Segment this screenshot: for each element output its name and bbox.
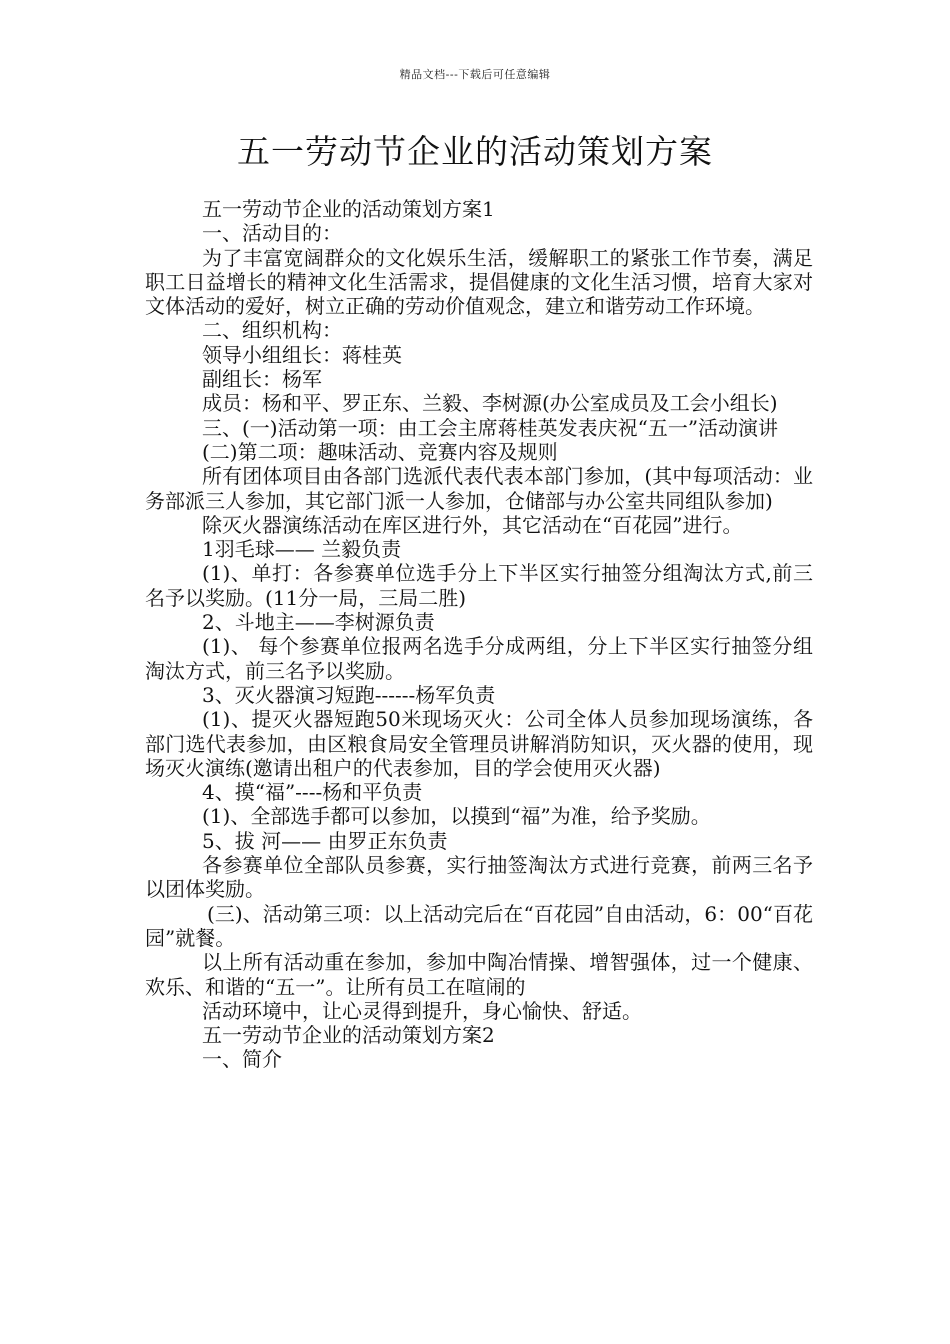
section-heading: 五一劳动节企业的活动策划方案2 [202, 1023, 495, 1048]
section-heading: 五一劳动节企业的活动策划方案1 [202, 197, 495, 221]
paragraph: 除灭火器演练活动在库区进行外，其它活动在“百花园”进行。 [202, 512, 743, 537]
paragraph: (1)、全部选手都可以参加，以摸到“福”为准，给予奖励。 [202, 804, 711, 829]
paragraph: 1羽毛球—— 兰毅负责 [202, 537, 402, 562]
paragraph: 副组长：杨军 [202, 367, 322, 392]
paragraph: (三)、活动第三项：以上活动完后在“百花园”自由活动，6：00“百花园”就餐。 [145, 901, 813, 950]
paragraph: 2、斗地主——李树源负责 [202, 610, 435, 635]
section-heading: 一、活动目的： [202, 221, 342, 246]
paragraph: 各参赛单位全部队员参赛，实行抽签淘汰方式进行竞赛，前两三名予以团体奖励。 [145, 853, 813, 902]
paragraph: 为了丰富宽阔群众的文化娱乐生活，缓解职工的紧张工作节奏，满足职工日益增长的精神文化生活需求，提倡健康的文化生活习惯，培育大家对文体活动的爱好，树立正确的劳动价值观念，建立和谐劳动工作环境。 [145, 245, 813, 319]
paragraph: 4、摸“福”----杨和平负责 [202, 780, 423, 805]
section-heading: 二、组织机构： [202, 318, 342, 343]
paragraph: 5、拔 河—— 由罗正东负责 [202, 828, 448, 853]
document-title: 五一劳动节企业的活动策划方案 [237, 132, 713, 171]
paragraph: (二)第二项：趣味活动、竞赛内容及规则 [202, 439, 558, 464]
paragraph: 领导小组组长：蒋桂英 [202, 342, 402, 367]
document-body [145, 197, 813, 1072]
section-heading: 一、简介 [202, 1047, 282, 1072]
paragraph: 活动环境中，让心灵得到提升，身心愉快、舒适。 [202, 998, 642, 1023]
header-note: 精品文档---下载后可任意编辑 [399, 68, 551, 81]
paragraph: 成员：杨和平、罗正东、兰毅、李树源(办公室成员及工会小组长) [202, 391, 778, 416]
paragraph: (1)、 每个参赛单位报两名选手分成两组，分上下半区实行抽签分组淘汰方式，前三名予以奖励。 [145, 634, 813, 683]
paragraph: 3、灭火器演习短跑------杨军负责 [202, 682, 496, 707]
paragraph: 以上所有活动重在参加，参加中陶冶情操、增智强体，过一个健康、欢乐、和谐的“五一”。让所有员工在喧闹的 [145, 950, 813, 999]
paragraph: 所有团体项目由各部门选派代表代表本部门参加，(其中每项活动：业务部派三人参加，其它部门派一人参加，仓储部与办公室共同组队参加) [145, 464, 813, 513]
paragraph: (1)、单打：各参赛单位选手分上下半区实行抽签分组淘汰方式,前三名予以奖励。(11分一局，三局二胜) [145, 561, 813, 610]
paragraph: 三、(一)活动第一项：由工会主席蒋桂英发表庆祝“五一”活动演讲 [202, 415, 779, 440]
paragraph: (1)、提灭火器短跑50米现场灭火：公司全体人员参加现场演练，各部门选代表参加，由区粮食局安全管理员讲解消防知识，灭火器的使用，现场灭火演练(邀请出租户的代表参加，目的学会使用灭火器) [145, 707, 813, 780]
